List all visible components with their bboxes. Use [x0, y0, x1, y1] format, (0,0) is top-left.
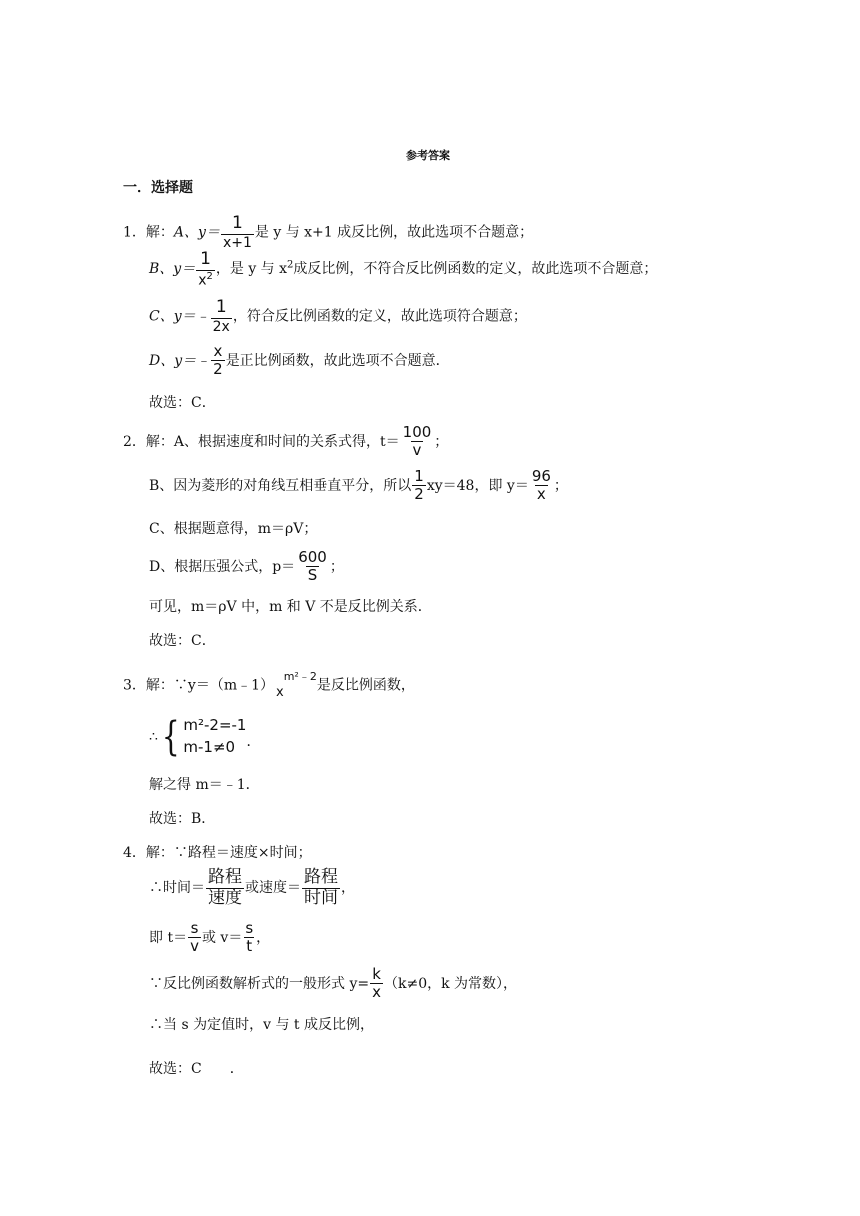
q2-note: 可见，m＝ρV 中，m 和 V 不是反比例关系．: [149, 599, 432, 615]
q3-answer: 故选：B．: [149, 811, 216, 827]
q1-b-fraction: $\frac{1}{x^2}$: [198, 249, 213, 289]
q1-a-post: 是 y 与 x+1 成反比例，故此选项不合题意；: [254, 224, 534, 241]
q1-option-d: D、y＝﹣ $\frac{x}{2}$ 是正比例函数，故此选项不合题意．: [149, 342, 450, 379]
q4-line-1: 4．解：∵路程＝速度×时间；: [123, 845, 312, 861]
q3-system-row-1: m²-2=-1: [183, 716, 247, 734]
section-heading: 一．选择题: [123, 180, 193, 196]
q4-line-3: 即 t＝ $\frac{s}{v}$ 或 v＝ $\frac{s}{t}$ ，: [149, 919, 271, 956]
q2-option-b: B、因为菱形的对角线互相垂直平分，所以 $\frac{1}{2}$ xy＝48，即 y＝ $\frac{96}{x}$ ；: [149, 467, 568, 504]
q1-option-c: C、y＝﹣ $\frac{1}{2x}$ ，符合反比例函数的定义，故此选项符合题意；: [149, 297, 527, 335]
q2-d-fraction: $\frac{600}{S}$: [298, 548, 327, 585]
q4-fraction-s-v: $\frac{s}{v}$: [190, 919, 199, 956]
q4-fraction-k-x: $\frac{k}{x}$: [372, 965, 381, 1002]
q4-line-5: ∴当 s 为定值时，v 与 t 成反比例，: [149, 1017, 374, 1033]
q1-a-pre: A、y＝: [173, 224, 220, 241]
q1-d-fraction: $\frac{x}{2}$: [213, 342, 223, 379]
q2-b-fraction-half: $\frac{1}{2}$: [414, 467, 424, 504]
q1-option-b: B、y＝ $\frac{1}{x^2}$ ，是 y 与 $x^2$成反比例，不符合反比例函数的定义，故此选项不合题意；: [149, 249, 658, 289]
q3-system-row-2: m-1≠0: [183, 737, 236, 756]
q1-answer: 故选：C．: [149, 395, 216, 411]
q4-fraction-time: $\frac{\text{路程}}{\text{速度}}$: [208, 867, 242, 908]
q1-option-a: [123, 214, 533, 251]
q2-option-a: 2．解：A、根据速度和时间的关系式得，t＝ $\frac{100}{v}$ ；: [123, 423, 449, 460]
q4-fraction-speed: $\frac{\text{路程}}{\text{时间}}$: [304, 867, 338, 908]
q1-a-fraction: $\frac{1}{x+1}$: [222, 213, 252, 251]
q3-solution: 解之得 m＝﹣1．: [149, 777, 260, 793]
q1-intro: 1．解：: [123, 224, 174, 241]
q2-a-fraction: $\frac{100}{v}$: [402, 423, 432, 460]
q2-option-c: C、根据题意得，m＝ρV；: [149, 521, 318, 537]
brace-icon: {: [161, 713, 180, 760]
page-title: 参考答案: [406, 149, 450, 162]
q1-c-fraction: $\frac{1}{2x}$: [212, 297, 230, 335]
q2-b-fraction-96: $\frac{96}{x}$: [531, 467, 551, 504]
q3-statement: 3．解：∵y＝（m﹣1） $x^{m^2﹣2}$是反比例函数，: [123, 670, 415, 700]
q4-answer: 故选：C ．: [149, 1061, 244, 1077]
q4-fraction-s-t: $\frac{s}{t}$: [245, 919, 254, 956]
q2-option-d: D、根据压强公式，p＝ $\frac{600}{S}$ ；: [149, 548, 344, 585]
q4-line-2: ∴时间＝ $\frac{\text{路程}}{\text{速度}}$ 或速度＝ $\frac{\text{路程}}{\text{时间}}$ ，: [149, 867, 355, 908]
q4-line-4: ∵反比例函数解析式的一般形式 y= $\frac{k}{x}$ （k≠0，k 为常数），: [149, 965, 518, 1002]
q3-system: ∴ { m²-2=-1 m-1≠0 ．: [149, 713, 261, 760]
q2-answer: 故选：C．: [149, 633, 216, 649]
